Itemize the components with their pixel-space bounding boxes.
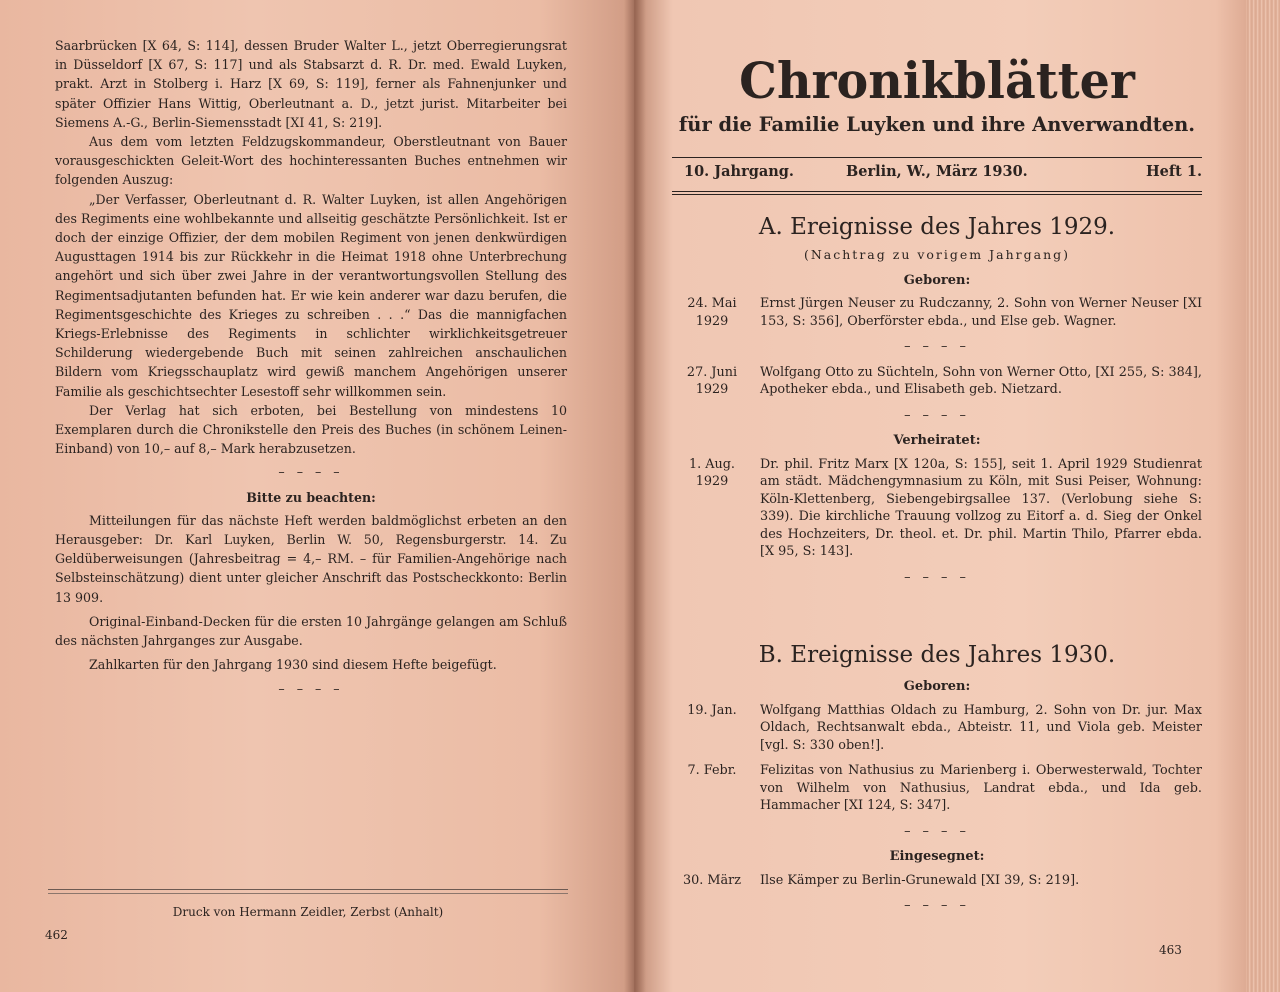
separator: – – – –	[904, 898, 970, 913]
page-edges	[1246, 0, 1280, 992]
separator: – – – –	[278, 464, 344, 480]
separator: – – – –	[904, 339, 970, 354]
volume: 10. Jahrgang.	[684, 163, 794, 180]
list-item	[672, 872, 1202, 890]
confirmed-heading: Eingesegnet:	[889, 849, 985, 864]
printer-line: Druck von Hermann Zeidler, Zerbst (Anhalt)	[172, 905, 444, 919]
notice-paragraph: Zahlkarten für den Jahrgang 1930 sind diesem Hefte beigefügt.	[89, 657, 497, 673]
paragraph: Der Verlag hat sich erboten, bei Bestellung von mindestens 10 Exemplaren durch die Chronikstelle den Preis des Buches (in schönem Leinen-Einband) von 10,– auf 8,– Mark herabzusetzen.	[55, 402, 567, 457]
separator: – – – –	[904, 823, 970, 839]
issue-number: Heft 1.	[1145, 163, 1202, 180]
masthead	[672, 52, 1202, 138]
separator: – – – –	[904, 569, 970, 585]
journal-title: Chronikblätter	[739, 51, 1135, 110]
born-heading: Geboren:	[903, 272, 971, 288]
married-heading: Verheiratet:	[893, 433, 981, 448]
list-item	[672, 762, 1202, 815]
paragraph: Saarbrücken [X 64, S: 114], dessen Bruder Walter L., jetzt Oberregierungsrat in Düsseldorf [X 67, S: 117] und als Stabsarzt d. R. Dr. med. Ewald Luyken, prakt. Arzt in Stolberg i. Harz [X 69, S: 119], ferner als Fahnenjunker und später Offizier Hans Wittig, Oberleutnant a. D., jetzt jurist. Mitarbeiter bei Siemens A.-G., Berlin-Siemensstadt [XI 41, S: 219].	[55, 38, 567, 130]
section-title: B. Ereignisse des Jahres 1930.	[758, 642, 1116, 668]
entry-text: Wolfgang Otto zu Süchteln, Sohn von Werner Otto, [XI 255, S: 384], Apotheker ebda., und Elisabeth geb. Nietzard.	[760, 364, 1202, 397]
place-date: Berlin, W., März 1930.	[846, 163, 1028, 180]
entry-text: Ilse Kämper zu Berlin-Grunewald [XI 39, S: 219].	[760, 872, 1080, 888]
footer-rule	[48, 893, 568, 894]
entry-date: 19. Jan.	[687, 702, 737, 718]
paragraph: Aus dem vom letzten Feldzugskommandeur, Oberstleutnant von Bauer vorausgeschickten Geleit-Wort des hochinteressanten Buches entnehmen wir folgenden Auszug:	[55, 134, 567, 188]
masthead-rule	[672, 194, 1202, 195]
entry-date: 7. Febr.	[687, 763, 737, 778]
separator: – – – –	[278, 680, 344, 696]
entry-text: Wolfgang Matthias Oldach zu Hamburg, 2. Sohn von Dr. jur. Max Oldach, Rechtsanwalt ebda., Abteistr. 11, und Viola geb. Meister [vgl. S: 330 oben!].	[760, 702, 1202, 753]
section-title: A. Ereignisse des Jahres 1929.	[758, 214, 1116, 240]
entry-date: 24. Mai 1929	[687, 296, 737, 329]
masthead-rule	[672, 191, 1202, 192]
separator: – – – –	[904, 407, 970, 423]
section-note: (Nachtrag zu vorigem Jahrgang)	[803, 247, 1070, 262]
gutter-shadow	[624, 0, 646, 992]
notice-paragraph: Original-Einband-Decken für die ersten 10 Jahrgänge gelangen am Schluß des nächsten Jahrganges zur Ausgabe.	[55, 613, 567, 649]
entry-date: 30. März	[682, 872, 741, 888]
list-item	[672, 364, 1202, 399]
page-number-left: 462	[45, 928, 68, 942]
list-item	[672, 295, 1202, 330]
entry-text: Ernst Jürgen Neuser zu Rudczanny, 2. Sohn von Werner Neuser [XI 153, S: 356], Oberförster ebda., und Else geb. Wagner.	[760, 296, 1202, 329]
section-b	[672, 640, 1202, 923]
left-page-text	[55, 36, 567, 704]
notice-heading: Bitte zu beachten:	[246, 489, 376, 505]
entry-date: 27. Juni 1929	[686, 364, 738, 397]
section-a	[672, 212, 1202, 594]
page-number-right: 463	[1159, 943, 1182, 957]
entry-text: Dr. phil. Fritz Marx [X 120a, S: 155], seit 1. April 1929 Studienrat am städt. Mädchengymnasium zu Köln, mit Susi Peiser, Wohnung: Köln-Klettenberg, Siebengebirgsallee 137. (Verlobung siehe S: 339). Die kirchliche Trauung vollzog zu Eitorf a. d. Sieg der Onkel des Hochzeiters, Dr. theol. et. Dr. phil. Martin Thilo, Pfarrer ebda. [X 95, S: 143].	[760, 456, 1202, 559]
paragraph: „Der Verfasser, Oberleutnant d. R. Walter Luyken, ist allen Angehörigen des Regiments eine wohlbekannte und allseitig geschätzte Persönlichkeit. Ist er doch der einzige Offizier, der dem mobilen Regiment von jenen denkwürdigen Augusttagen 1914 bis zur Rückkehr in die Heimat 1918 ohne Unterbrechung angehört und sich über zwei Jahre in der verantwortungsvollen Stellung des Regimentsadjutanten befunden hat. Er wie kein anderer war dazu berufen, die Regimentsgeschichte des Krieges zu schreiben . . .“ Das die mannigfachen Kriegs-Erlebnisse des Regiments in schlichter wirklichkeitsgetreuer Schilderung wiedergebende Buch mit seinen zahlreichen anschaulichen Bildern vom Kriegsschauplatz wird gewiß manchem Angehörigen unserer Familie als geschichtsechter Lesestoff sehr willkommen sein.	[55, 191, 567, 399]
journal-subtitle: für die Familie Luyken und ihre Anverwandten.	[678, 113, 1196, 136]
list-item	[672, 456, 1202, 561]
born-heading: Geboren:	[903, 679, 971, 694]
entry-date: 1. Aug. 1929	[688, 456, 736, 489]
footer-rule	[48, 889, 568, 890]
masthead-rule	[672, 157, 1202, 158]
entry-text: Felizitas von Nathusius zu Marienberg i. Oberwesterwald, Tochter von Wilhelm von Nathusius, Landrat ebda., und Ida geb. Hammacher [XI 124, S: 347].	[760, 763, 1202, 813]
list-item	[672, 702, 1202, 755]
notice-paragraph: Mitteilungen für das nächste Heft werden baldmöglichst erbeten an den Herausgeber: Dr. Karl Luyken, Berlin W. 50, Regensburgerstr. 14. Zu Geldüberweisungen (Jahresbeitrag = 4,– RM. – für Familien-Angehörige nach Selbsteinschätzung) dient unter gleicher Anschrift das Postscheckkonto: Berlin 13 909.	[55, 512, 567, 605]
